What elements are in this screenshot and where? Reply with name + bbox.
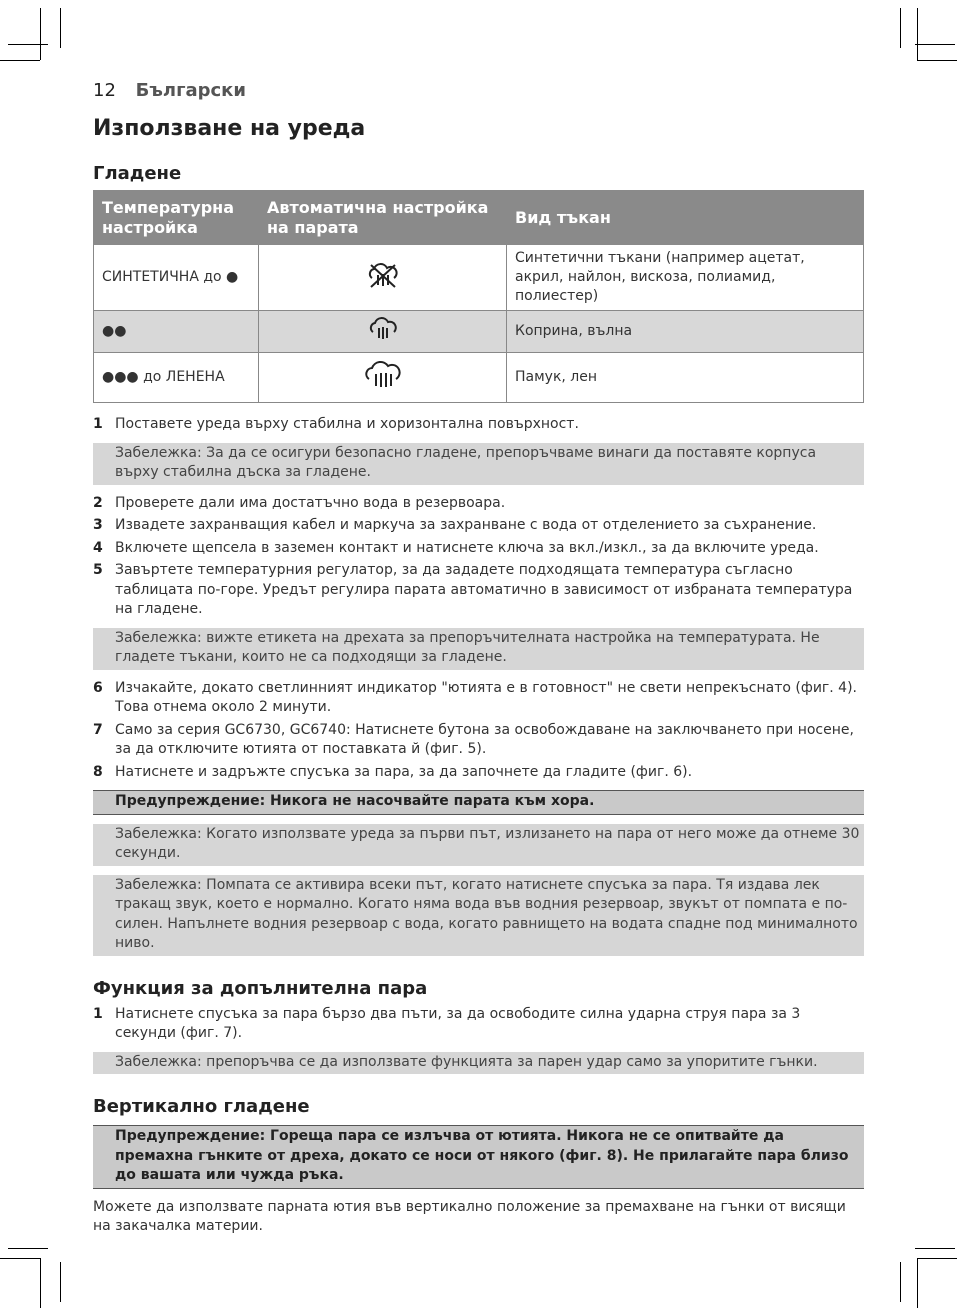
step-text: Поставете уреда върху стабилна и хоризонтална повърхност. <box>115 416 579 432</box>
step-text: Завъртете температурния регулатор, за да зададете подходящата температура съгласно таблицата по-горе. Уредът регулира парата автоматично в зависимост от избраната температура на гладене. <box>115 562 853 617</box>
ironing-steps <box>93 415 864 956</box>
note-box: Забележка: Когато използвате уреда за първи път, излизането на пара от него може да отнеме 30 секунди. <box>93 824 864 866</box>
list-item <box>93 1005 864 1044</box>
list-item <box>93 415 864 435</box>
step-number: 3 <box>93 517 103 533</box>
body-paragraph: Можете да използвате парната ютия във вертикално положение за премахване на гънки от висящи на закачалка материи. <box>93 1198 846 1234</box>
step-number: 7 <box>93 721 103 738</box>
step-number: 1 <box>93 1005 103 1022</box>
crop-mark <box>40 8 41 60</box>
list-item <box>93 539 864 559</box>
step-text: Натиснете и задръжте спусъка за пара, за да започнете да гладите (фиг. 6). <box>115 763 693 780</box>
warning-box: Предупреждение: Гореща пара се излъчва от ютията. Никога не се опитвайте да премахна гънките от дреха, докато се носи от някого (фиг. 8). Не прилагайте пара близо до вашата или чужда ръка. <box>93 1125 864 1189</box>
crop-mark <box>917 1258 918 1308</box>
crop-mark <box>0 1258 40 1259</box>
main-content <box>93 116 864 1237</box>
warning-box: Предупреждение: Никога не насочвайте парата към хора. <box>93 790 864 815</box>
extra-steam-steps <box>93 1005 864 1075</box>
step-number: 2 <box>93 494 103 511</box>
step-text: Проверете дали има достатъчно вода в резервоара. <box>115 494 506 511</box>
note-box: Забележка: За да се осигури безопасно гладене, препоръчваме винаги да поставяте корпуса върху стабилна дъска за гладене. <box>93 443 864 485</box>
crop-mark <box>60 1262 61 1302</box>
crop-mark <box>0 60 40 61</box>
page-header <box>93 80 246 101</box>
language-label: Български <box>135 80 247 101</box>
note-box: Забележка: Помпата се активира всеки път, когато натиснете спусъка за пара. Тя издава лек тракащ звук, което е нормално. Когато няма вода във водния резервоар, звукът от помпата е по-силен. Напълнете водния резервоар с вода, когато равнището на водата спадне под минималното ниво. <box>93 875 864 956</box>
note-box: Забележка: вижте етикета на дрехата за препоръчителната настройка на температурата. Не гладете тъкани, които не са подходящи за гладене. <box>93 628 864 670</box>
fabric-cell: Коприна, вълна <box>507 311 864 353</box>
temp-cell: СИНТЕТИЧНА до ● <box>94 245 259 311</box>
page-number: 12 <box>93 80 116 101</box>
section-heading-extra-steam: Функция за допълнителна пара <box>93 977 428 999</box>
settings-table <box>93 190 864 403</box>
header-steam: Автоматична настройка на парата <box>259 191 507 245</box>
step-number: 4 <box>93 539 103 556</box>
step-text: Само за серия GC6730, GC6740: Натиснете бутона за освобождаване на заключването при носене, за да отключите ютията от поставката й (фиг. 5). <box>115 721 854 757</box>
steam-cell <box>259 353 507 403</box>
table-row <box>94 245 864 311</box>
header-temperature: Температурна настройка <box>94 191 259 245</box>
crop-mark <box>900 8 901 48</box>
list-item <box>93 561 864 620</box>
table-header-row <box>94 191 864 245</box>
crop-mark <box>915 44 955 45</box>
no-steam-icon <box>366 261 400 289</box>
table-row <box>94 311 864 353</box>
crop-mark <box>900 1262 901 1302</box>
step-text: Изчакайте, докато светлинният индикатор "ютията е в готовност" не свети непрекъснато (фиг. 4). Това отнема около 2 минути. <box>115 679 857 715</box>
list-item <box>93 516 864 536</box>
steam-cell <box>259 245 507 311</box>
section-heading-vertical: Вертикално гладене <box>93 1096 310 1117</box>
step-number: 1 <box>93 416 103 432</box>
list-item <box>93 721 864 760</box>
crop-mark <box>8 44 48 45</box>
step-text: Включете щепсела в заземен контакт и натиснете ключа за вкл./изкл., за да включите уреда. <box>115 539 819 556</box>
crop-mark <box>917 1258 957 1259</box>
crop-mark <box>917 8 918 60</box>
crop-mark <box>8 1248 48 1249</box>
header-fabric: Вид тъкан <box>507 191 864 245</box>
step-number: 8 <box>93 763 103 780</box>
crop-mark <box>40 1258 41 1308</box>
vertical-section <box>93 1125 864 1237</box>
crop-mark <box>915 1248 955 1249</box>
steam-cell <box>259 311 507 353</box>
list-item <box>93 763 864 783</box>
step-number: 5 <box>93 562 103 578</box>
fabric-cell: Памук, лен <box>507 353 864 403</box>
table-row <box>94 353 864 403</box>
temp-cell: ●●● до ЛЕНЕНА <box>94 353 259 403</box>
page-title: Използване на уреда <box>93 116 366 141</box>
high-steam-icon <box>363 359 403 391</box>
crop-mark <box>917 60 957 61</box>
fabric-cell: Синтетични тъкани (например ацетат, акрил, найлон, вискоза, полиамид, полиестер) <box>507 245 864 311</box>
section-heading-ironing: Гладене <box>93 163 182 184</box>
note-box: Забележка: препоръчва се да използвате функцията за парен удар само за упоритите гънки. <box>93 1052 864 1075</box>
list-item <box>93 679 864 718</box>
low-steam-icon <box>366 316 400 342</box>
step-text: Натиснете спусъка за пара бързо два пъти, за да освободите силна ударна струя пара за 3 секунди (фиг. 7). <box>115 1005 801 1041</box>
temp-cell: ●● <box>94 311 259 353</box>
step-text: Извадете захранващия кабел и маркуча за захранване с вода от отделението за съхранение. <box>115 517 817 533</box>
step-number: 6 <box>93 679 103 696</box>
list-item <box>93 494 864 514</box>
crop-mark <box>60 8 61 48</box>
